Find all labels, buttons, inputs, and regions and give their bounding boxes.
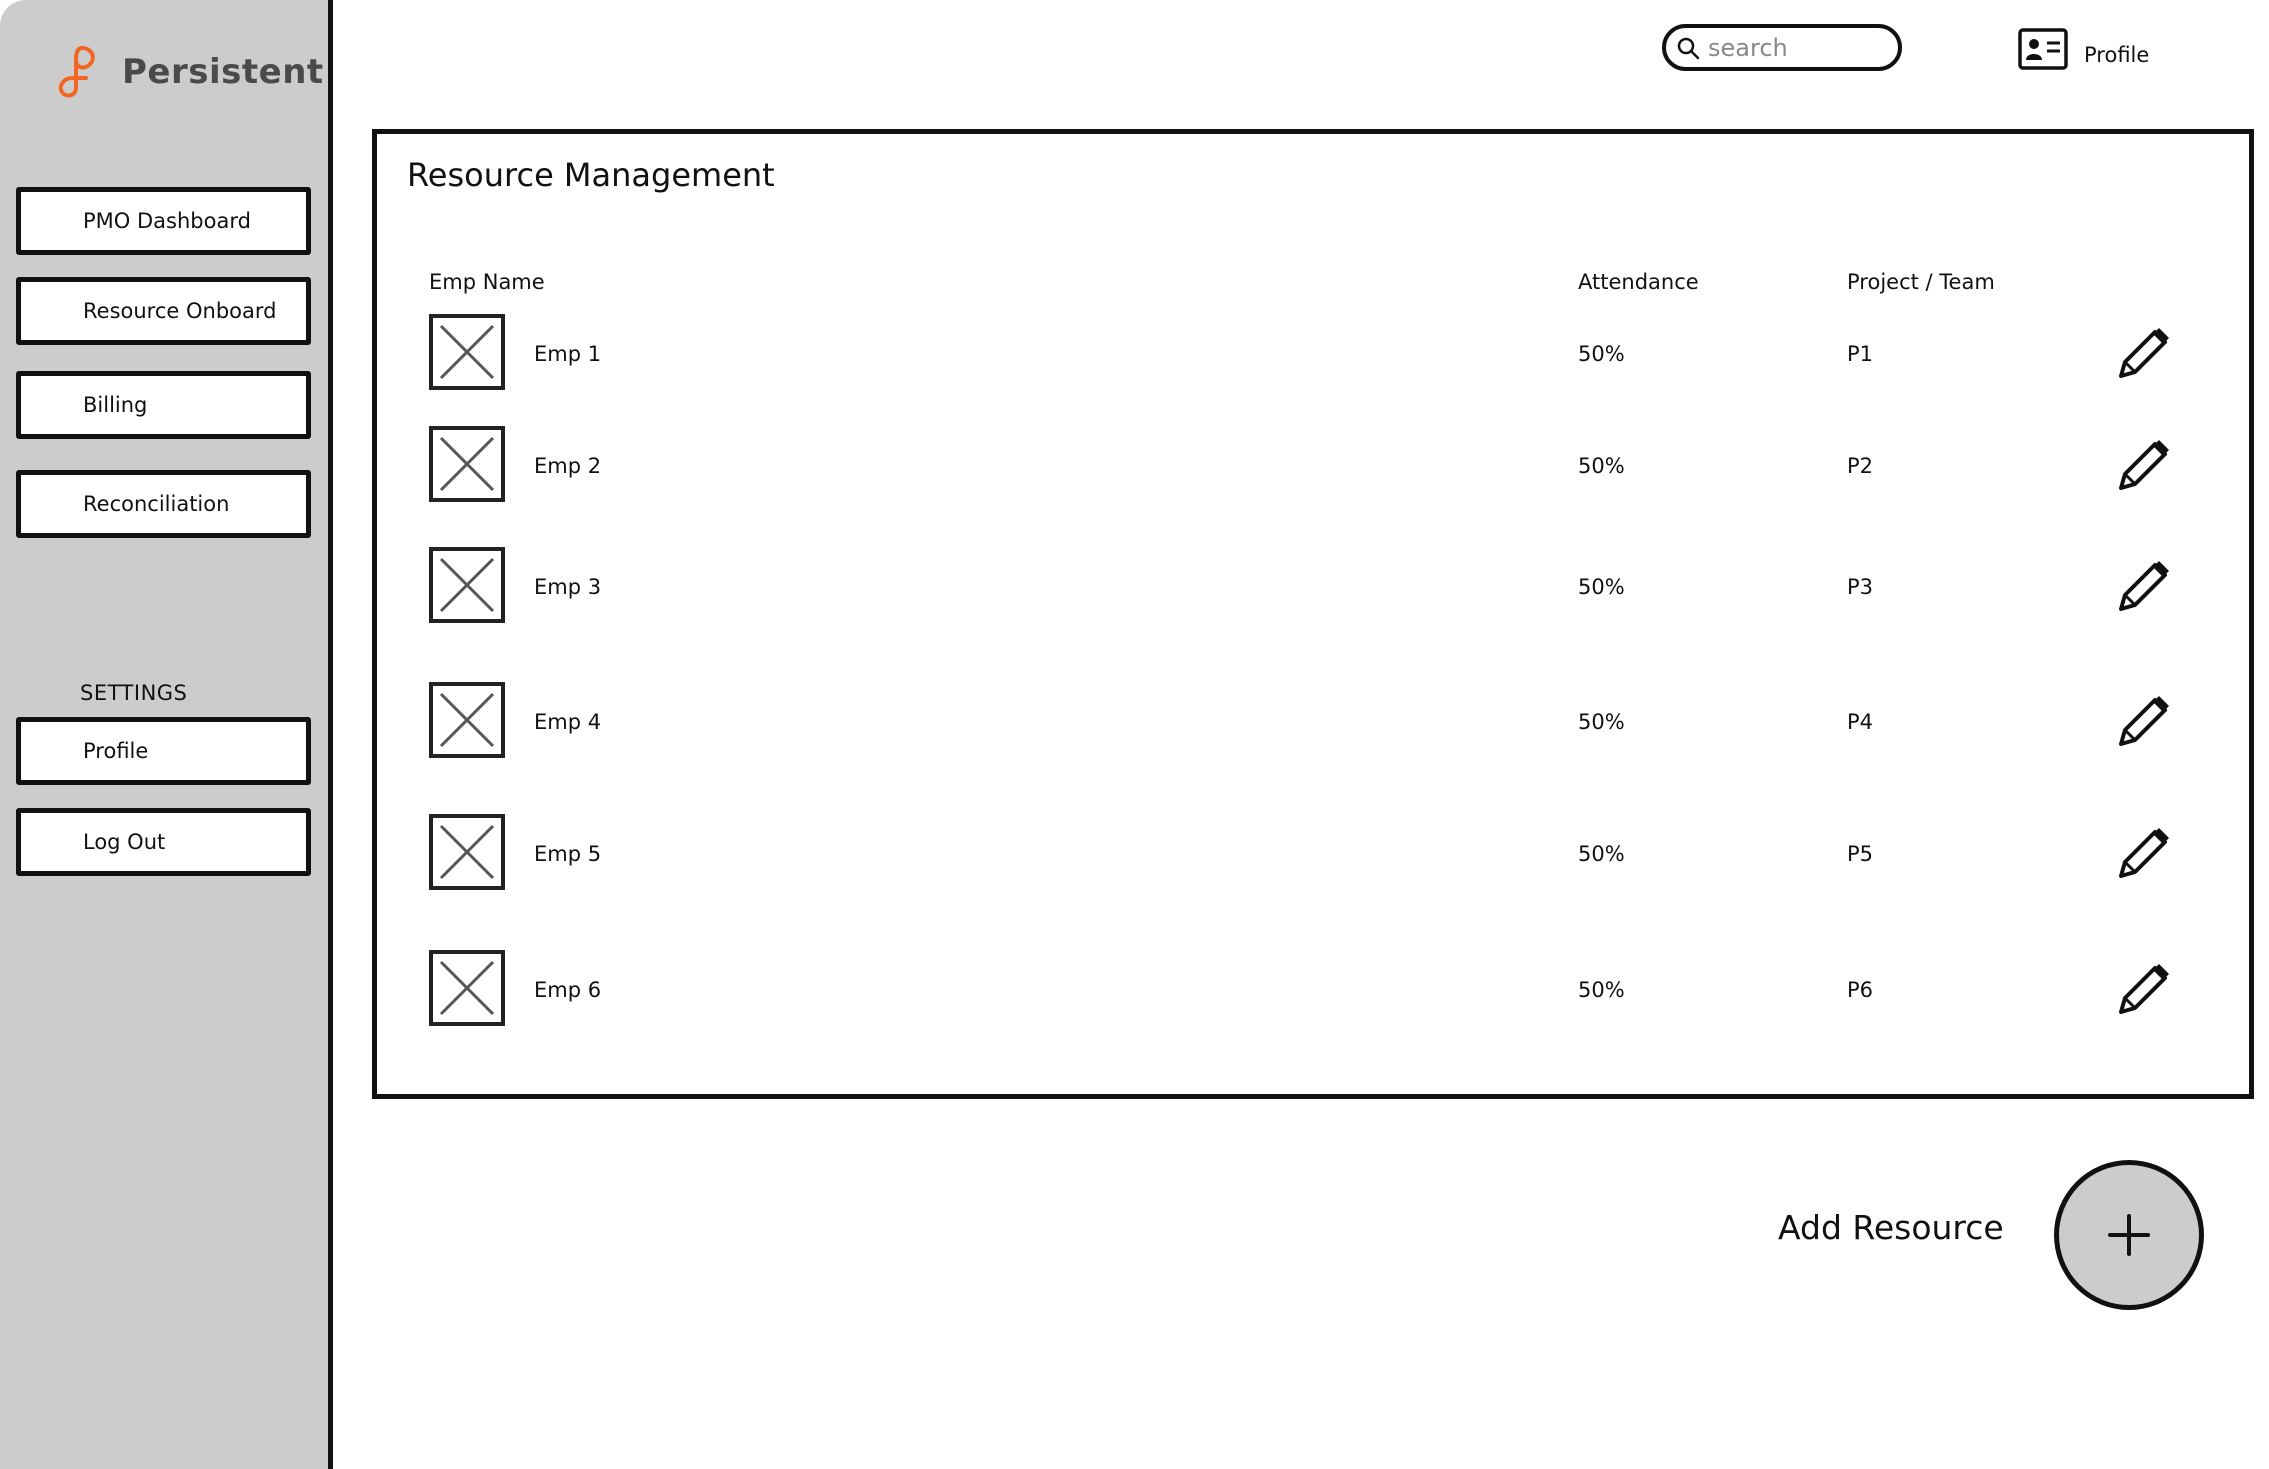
sidebar [0, 0, 333, 1469]
project-value: P3 [1847, 575, 1874, 599]
pencil-icon [2115, 960, 2173, 1018]
column-header-project-team: Project / Team [1847, 270, 1995, 294]
add-resource-button[interactable] [2054, 1160, 2204, 1310]
attendance-value: 50% [1578, 575, 1625, 599]
table-row [377, 426, 2249, 502]
project-value: P5 [1847, 842, 1874, 866]
emp-name: Emp 2 [534, 454, 602, 478]
column-header-emp-name: Emp Name [429, 270, 545, 294]
brand[interactable] [52, 44, 324, 100]
image-placeholder-icon [429, 314, 505, 390]
project-value: P4 [1847, 710, 1874, 734]
image-placeholder-icon [429, 950, 505, 1026]
search-icon [1676, 36, 1700, 60]
image-placeholder-icon [429, 814, 505, 890]
project-value: P2 [1847, 454, 1874, 478]
table-row [377, 950, 2249, 1026]
sidebar-item-label: Profile [83, 739, 149, 763]
page-title: Resource Management [407, 156, 775, 194]
persistent-logo-icon [52, 44, 104, 100]
attendance-value: 50% [1578, 454, 1625, 478]
edit-button[interactable] [2115, 324, 2173, 382]
table-row [377, 547, 2249, 623]
pencil-icon [2115, 436, 2173, 494]
edit-button[interactable] [2115, 692, 2173, 750]
table-row [377, 682, 2249, 758]
brand-name: Persistent [122, 52, 324, 92]
emp-name: Emp 3 [534, 575, 602, 599]
resource-management-panel [372, 129, 2254, 1099]
image-placeholder-icon [429, 547, 505, 623]
search-input[interactable] [1708, 34, 1878, 62]
sidebar-item-label: Log Out [83, 830, 166, 854]
edit-button[interactable] [2115, 436, 2173, 494]
sidebar-item-profile[interactable] [16, 717, 311, 785]
edit-button[interactable] [2115, 824, 2173, 882]
sidebar-item-log-out[interactable] [16, 808, 311, 876]
edit-button[interactable] [2115, 960, 2173, 1018]
pencil-icon [2115, 824, 2173, 882]
attendance-value: 50% [1578, 342, 1625, 366]
attendance-value: 50% [1578, 710, 1625, 734]
attendance-value: 50% [1578, 842, 1625, 866]
plus-icon [2106, 1212, 2152, 1258]
table-row [377, 814, 2249, 890]
add-resource-label: Add Resource [1778, 1208, 2004, 1247]
settings-heading: SETTINGS [80, 681, 188, 705]
sidebar-item-pmo-dashboard[interactable] [16, 187, 311, 255]
project-value: P6 [1847, 978, 1874, 1002]
attendance-value: 50% [1578, 978, 1625, 1002]
image-placeholder-icon [429, 682, 505, 758]
edit-button[interactable] [2115, 557, 2173, 615]
project-value: P1 [1847, 342, 1874, 366]
emp-name: Emp 5 [534, 842, 602, 866]
table-row [377, 314, 2249, 390]
emp-name: Emp 4 [534, 710, 602, 734]
sidebar-item-label: Reconciliation [83, 492, 230, 516]
image-placeholder-icon [429, 426, 505, 502]
pencil-icon [2115, 557, 2173, 615]
emp-name: Emp 1 [534, 342, 602, 366]
column-header-attendance: Attendance [1578, 270, 1699, 294]
sidebar-item-resource-onboard[interactable] [16, 277, 311, 345]
emp-name: Emp 6 [534, 978, 602, 1002]
sidebar-item-label: PMO Dashboard [83, 209, 251, 233]
sidebar-item-label: Billing [83, 393, 148, 417]
sidebar-item-reconciliation[interactable] [16, 470, 311, 538]
header-profile-label: Profile [2084, 43, 2150, 67]
pencil-icon [2115, 324, 2173, 382]
id-card-icon [2018, 28, 2068, 70]
pencil-icon [2115, 692, 2173, 750]
header-profile-link[interactable] [2018, 28, 2149, 70]
search-box[interactable] [1662, 24, 1902, 71]
sidebar-item-billing[interactable] [16, 371, 311, 439]
sidebar-item-label: Resource Onboard [83, 299, 277, 323]
